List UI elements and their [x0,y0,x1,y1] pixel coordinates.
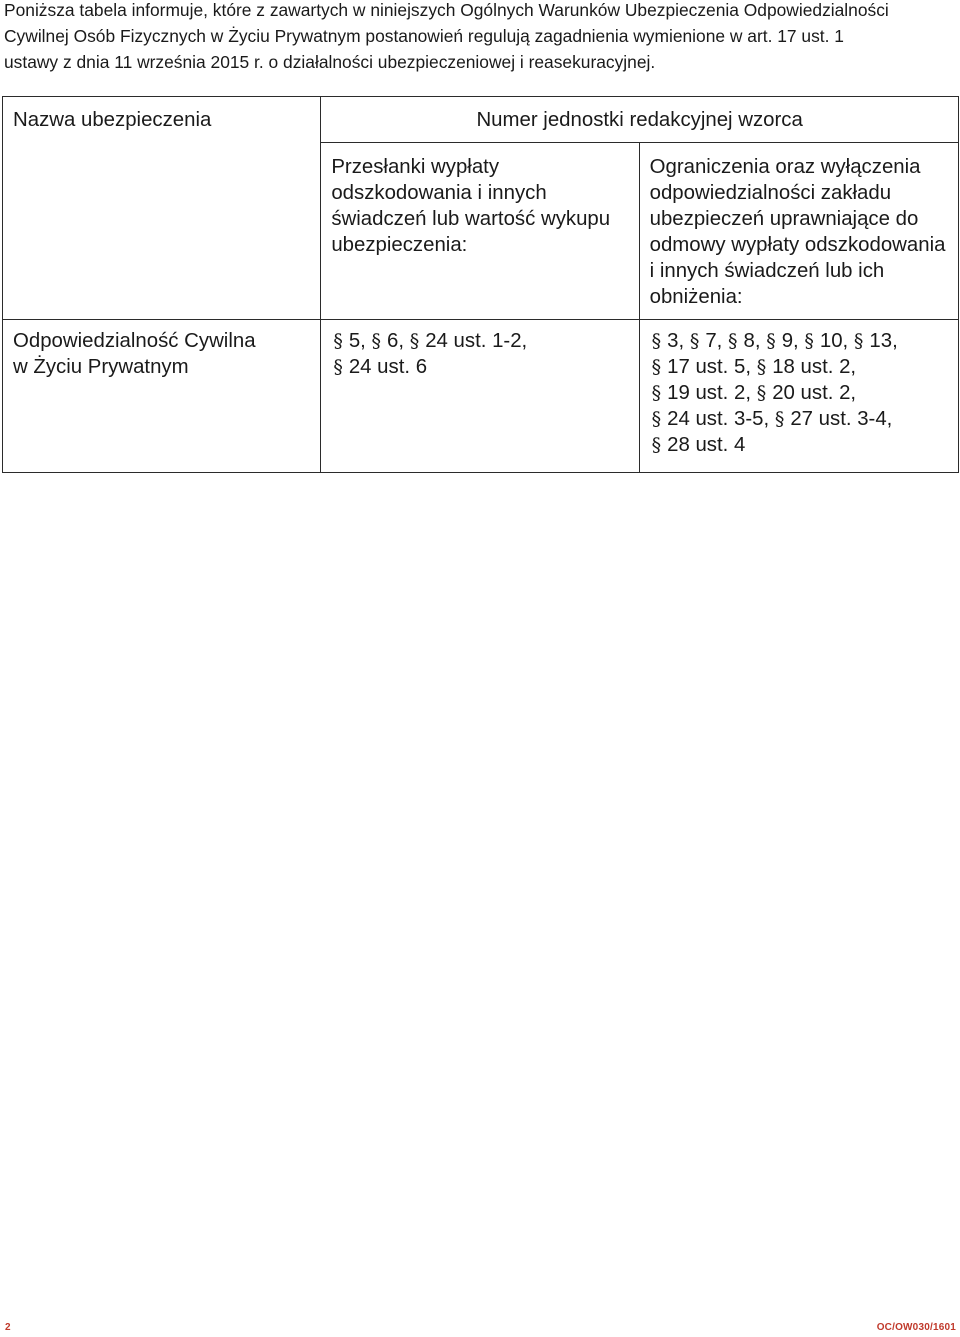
page-number: 2 [5,1322,11,1333]
ref-item: 3, [667,330,685,352]
ref-item: 7, [705,330,723,352]
section-symbol-icon: § [853,330,864,352]
table-row [3,320,959,473]
intro-line-1: Poniższa tabela informuje, które z zawartych w niniejszych Ogólnych Warunków Ubezpieczenia Odpowiedzialności [4,0,889,20]
row-limitation-refs [639,320,958,473]
ref-item: 8, [743,330,761,352]
subheader-limitations: Ograniczenia oraz wyłączenia odpowiedzialności zakładu ubezpieczeń uprawniające do odmowy wypłaty odszkodowania i innych świadczeń lub ich obniżenia: [639,143,958,320]
ref-item: 5, [348,330,366,352]
header-insurance-name: Nazwa ubezpieczenia [3,97,321,320]
ref-item: 24 ust. 6 [348,356,428,378]
section-symbol-icon: § [689,330,700,352]
ref-item: 6, [387,330,405,352]
ref-item: 9, [781,330,799,352]
intro-paragraph [4,0,958,75]
ref-item: 10, [819,330,849,352]
document-code: OC/OW030/1601 [876,1322,956,1333]
header-unit-number: Numer jednostki redakcyjnej wzorca [321,97,959,143]
section-symbol-icon: § [756,382,767,404]
ref-item: 24 ust. 3-5, [667,408,770,430]
section-symbol-icon: § [333,356,343,378]
ref-item: 28 ust. 4 [667,434,746,456]
ref-item: 27 ust. 3-4, [790,408,893,430]
ref-item: 13, [869,330,898,352]
row-name-line-2: w Życiu Prywatnym [13,356,189,378]
section-symbol-icon: § [651,382,662,404]
row-name-line-1: Odpowiedzialność Cywilna [13,330,256,352]
table-header-row [3,97,959,143]
ref-item: 24 ust. 1-2, [425,330,528,352]
ref-item: 19 ust. 2, [667,382,752,404]
subheader-payout-conditions: Przesłanki wypłaty odszkodowania i innych świadczeń lub wartość wykupu ubezpieczenia: [321,143,639,320]
section-symbol-icon: § [651,356,662,378]
section-symbol-icon: § [651,408,662,430]
row-payout-refs [321,320,639,473]
ref-item: 18 ust. 2, [772,356,857,378]
section-symbol-icon: § [371,330,381,352]
ref-item: 20 ust. 2, [772,382,857,404]
ref-item: 17 ust. 5, [667,356,752,378]
provisions-table [2,96,959,473]
section-symbol-icon: § [756,356,767,378]
section-symbol-icon: § [409,330,420,352]
intro-line-2: Cywilnej Osób Fizycznych w Życiu Prywatnym postanowień regulują zagadnienia wymienione w art. 17 ust. 1 [4,26,844,46]
intro-line-3: ustawy z dnia 11 września 2015 r. o działalności ubezpieczeniowej i reasekuracyjnej. [4,52,656,72]
section-symbol-icon: § [651,434,662,456]
section-symbol-icon: § [728,330,738,352]
row-insurance-name [3,320,321,473]
section-symbol-icon: § [774,408,785,430]
section-symbol-icon: § [766,330,776,352]
section-symbol-icon: § [651,330,662,352]
section-symbol-icon: § [804,330,814,352]
section-symbol-icon: § [333,330,343,352]
